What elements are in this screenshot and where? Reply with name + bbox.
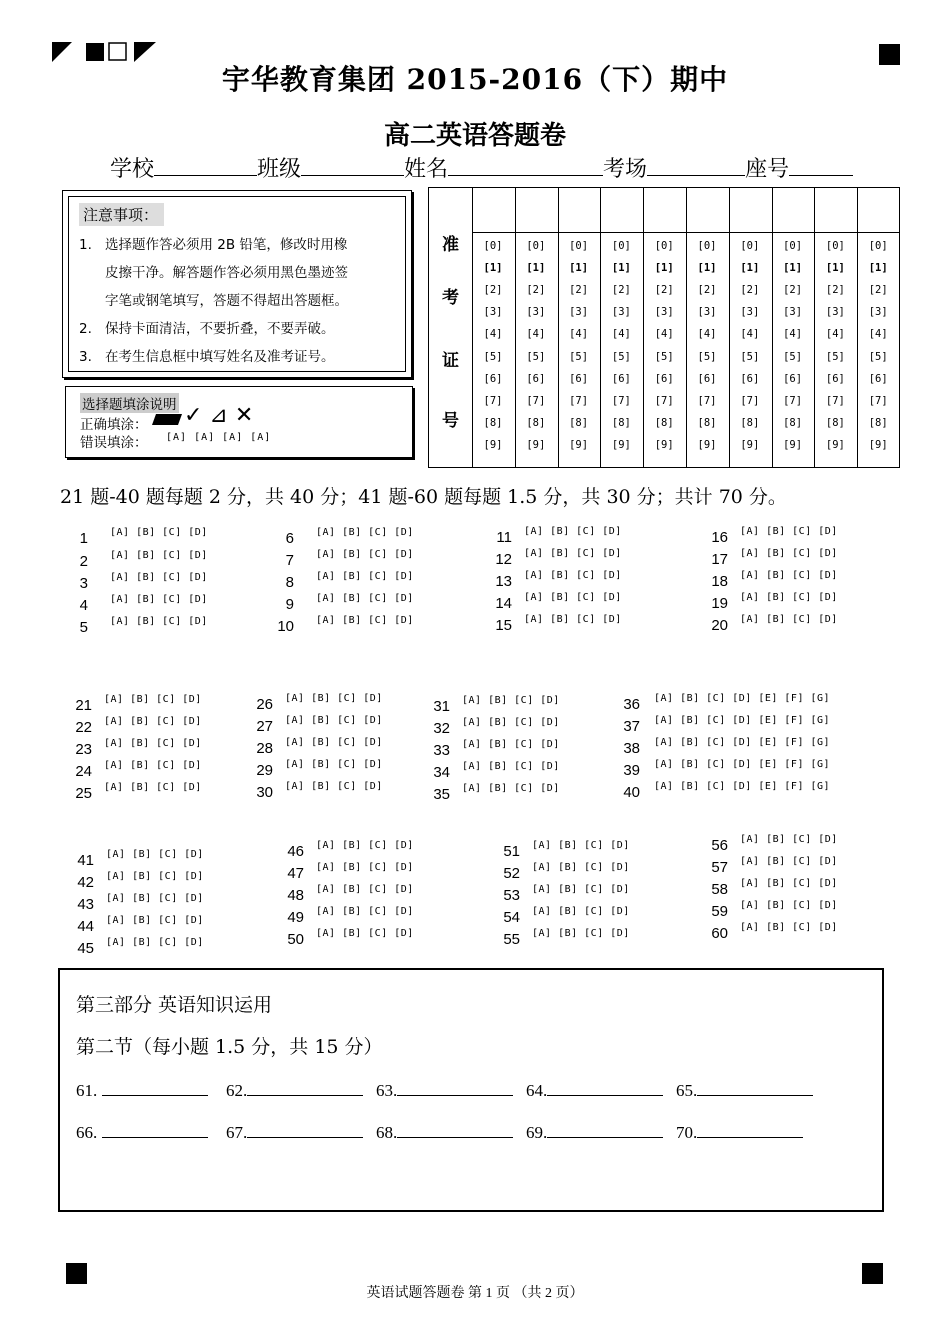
answer-options[interactable]: [A] [B] [C] [D]	[110, 572, 208, 583]
class-field[interactable]	[301, 153, 404, 176]
wrong-fill-sample: [A] [A] [A] [A]	[166, 432, 272, 443]
question-number: 56	[711, 837, 728, 854]
exam-id-bubble[interactable]: [4]	[868, 328, 888, 341]
exam-id-bubble[interactable]: [7]	[825, 394, 845, 407]
question-number: 57	[711, 859, 728, 876]
answer-options[interactable]: [A] [B] [C] [D]	[532, 862, 630, 873]
exam-id-bubble[interactable]: [8]	[783, 416, 803, 429]
answer-options[interactable]: [A] [B] [C] [D]	[532, 906, 630, 917]
answer-blank[interactable]: 70.	[676, 1120, 826, 1143]
exam-id-column	[857, 188, 900, 467]
exam-id-bubble[interactable]: [7]	[526, 394, 546, 407]
question-number: 41	[77, 852, 94, 869]
corner-square-bottom-left	[66, 1263, 87, 1284]
exam-id-bubble[interactable]: [0]	[569, 240, 589, 252]
exam-id-bubble[interactable]: [7]	[569, 394, 589, 407]
exam-id-bubble[interactable]: [7]	[868, 394, 888, 407]
answer-options[interactable]: [A] [B] [C] [D]	[316, 593, 414, 604]
exam-id-digit-box[interactable]	[643, 188, 686, 233]
exam-id-bubble[interactable]: [3]	[483, 306, 503, 319]
exam-id-bubble[interactable]: [2]	[697, 284, 717, 297]
exam-id-bubble[interactable]: [6]	[697, 372, 717, 385]
answer-options[interactable]: [A] [B] [C] [D]	[106, 893, 204, 904]
question-number: 35	[433, 786, 450, 803]
answer-options[interactable]: [A] [B] [C] [D]	[285, 715, 383, 726]
correct-fill-label: 正确填涂：	[80, 417, 148, 433]
question-number: 58	[711, 881, 728, 898]
score-note: 21 题-40 题每题 2 分，共 40 分；41 题-60 题每题 1.5 分，共 30 分；共计 70 分。	[60, 486, 787, 508]
question-number: 34	[433, 764, 450, 781]
question-number: 3	[79, 575, 88, 592]
class-label: 班级	[257, 157, 302, 182]
exam-id-bubble[interactable]: [3]	[569, 306, 589, 319]
exam-id-digit-box[interactable]	[515, 188, 558, 233]
question-number: 5	[79, 619, 88, 636]
exam-id-digit-box[interactable]	[729, 188, 772, 233]
answer-options[interactable]: [A] [B] [C] [D]	[532, 884, 630, 895]
exam-id-bubble[interactable]: [7]	[783, 394, 803, 407]
answer-options[interactable]: [A] [B] [C] [D]	[316, 884, 414, 895]
question-number: 49	[287, 909, 304, 926]
question-number: 24	[75, 763, 92, 780]
exam-id-digit-box[interactable]	[472, 188, 515, 233]
question-number: 23	[75, 741, 92, 758]
question-number: 51	[503, 843, 520, 860]
exam-id-bubble[interactable]: [1]	[868, 262, 888, 275]
notice-item: 字笔或钢笔填写，答题不得超出答题框。	[105, 293, 348, 309]
exam-id-bubble[interactable]: [2]	[654, 284, 674, 297]
answer-options[interactable]: [A] [B] [C] [D]	[524, 614, 622, 625]
exam-id-bubble[interactable]: [6]	[611, 372, 631, 385]
exam-id-bubble[interactable]: [3]	[697, 306, 717, 319]
exam-id-bubble[interactable]: [1]	[526, 262, 546, 275]
question-number: 9	[285, 596, 294, 613]
question-number: 42	[77, 874, 94, 891]
question-number: 45	[77, 940, 94, 957]
exam-id-bubble[interactable]: [8]	[526, 416, 546, 429]
question-number: 31	[433, 698, 450, 715]
part3-title: 第三部分 英语知识运用	[76, 994, 273, 1016]
answer-row-1	[76, 1078, 826, 1101]
exam-id-bubble[interactable]: [5]	[825, 350, 845, 363]
exam-id-column	[814, 188, 858, 467]
answer-options[interactable]: [A] [B] [C] [D]	[740, 592, 838, 603]
question-number: 47	[287, 865, 304, 882]
part3-box	[58, 968, 884, 1212]
answer-options[interactable]: [A] [B] [C] [D]	[104, 716, 202, 727]
answer-options[interactable]: [A] [B] [C] [D]	[524, 526, 622, 537]
exam-id-bubble[interactable]: [9]	[697, 438, 717, 451]
exam-id-column	[515, 188, 559, 467]
exam-id-bubble[interactable]: [9]	[783, 438, 803, 451]
answer-options[interactable]: [A] [B] [C] [D]	[316, 571, 414, 582]
exam-id-bubble[interactable]: [4]	[740, 328, 760, 341]
corner-square-bottom-right	[862, 1263, 883, 1284]
exam-id-bubble[interactable]: [0]	[697, 240, 717, 252]
notice-item: 皮擦干净。解答题作答必须用黑色墨迹签	[105, 265, 348, 281]
answer-blank[interactable]: 68.	[376, 1120, 526, 1143]
question-number: 4	[79, 597, 88, 614]
exam-id-bubble[interactable]: [3]	[783, 306, 803, 319]
answer-options[interactable]: [A] [B] [C] [D]	[104, 760, 202, 771]
exam-id-bubble[interactable]: [1]	[654, 262, 674, 275]
question-number: 19	[711, 595, 728, 612]
exam-id-bubble[interactable]: [5]	[740, 350, 760, 363]
exam-id-bubble[interactable]: [2]	[569, 284, 589, 297]
exam-id-bubble[interactable]: [1]	[697, 262, 717, 275]
exam-id-bubble[interactable]: [5]	[868, 350, 888, 363]
answer-options[interactable]: [A] [B] [C] [D]	[285, 781, 383, 792]
exam-id-bubble[interactable]: [2]	[783, 284, 803, 297]
exam-id-bubble[interactable]: [9]	[868, 438, 888, 451]
exam-id-bubble[interactable]: [9]	[611, 438, 631, 451]
question-number: 1	[79, 530, 88, 547]
answer-options[interactable]: [A] [B] [C] [D]	[104, 694, 202, 705]
room-field[interactable]	[647, 153, 745, 176]
answer-blank[interactable]: 67.	[226, 1120, 376, 1143]
question-number: 39	[623, 762, 640, 779]
exam-id-column	[600, 188, 644, 467]
answer-options[interactable]: [A] [B] [C] [D] [E] [F] [G]	[654, 737, 831, 748]
exam-id-bubble[interactable]: [5]	[654, 350, 674, 363]
exam-id-digit-box[interactable]	[686, 188, 729, 233]
exam-id-bubble[interactable]: [8]	[654, 416, 674, 429]
exam-id-bubble[interactable]: [3]	[825, 306, 845, 319]
exam-id-bubble[interactable]: [4]	[483, 328, 503, 341]
exam-id-bubble[interactable]: [1]	[783, 262, 803, 275]
question-number: 53	[503, 887, 520, 904]
answer-options[interactable]: [A] [B] [C] [D]	[316, 549, 414, 560]
exam-id-bubble[interactable]: [5]	[483, 350, 503, 363]
exam-id-bubble[interactable]: [6]	[483, 372, 503, 385]
exam-id-bubble[interactable]: [3]	[868, 306, 888, 319]
answer-options[interactable]: [A] [B] [C] [D]	[740, 900, 838, 911]
exam-id-bubble[interactable]: [5]	[611, 350, 631, 363]
wrong-marks-icon: ✓ ⊿ ✕	[184, 403, 254, 428]
exam-id-bubble[interactable]: [6]	[868, 372, 888, 385]
exam-id-bubble[interactable]: [2]	[611, 284, 631, 297]
exam-id-bubble[interactable]: [9]	[526, 438, 546, 451]
exam-id-bubble[interactable]: [9]	[483, 438, 503, 451]
question-number: 25	[75, 785, 92, 802]
question-number: 20	[711, 617, 728, 634]
exam-id-bubble[interactable]: [2]	[526, 284, 546, 297]
notice-item: 1. 选择题作答必须用 2B 铅笔，修改时用橡	[79, 237, 348, 253]
answer-blank[interactable]: 65.	[676, 1078, 826, 1101]
exam-id-bubble[interactable]: [1]	[611, 262, 631, 275]
exam-id-bubble[interactable]: [8]	[569, 416, 589, 429]
question-number: 8	[285, 574, 294, 591]
notice-item: 3. 在考生信息框中填写姓名及准考证号。	[79, 349, 335, 365]
answer-options[interactable]: [A] [B] [C] [D]	[740, 878, 838, 889]
notice-item: 2. 保持卡面清洁，不要折叠，不要弄破。	[79, 321, 335, 337]
answer-blank[interactable]: 66.	[76, 1120, 226, 1143]
notice-box	[62, 190, 412, 378]
exam-id-grid	[428, 187, 900, 468]
answer-blank[interactable]: 64.	[526, 1078, 676, 1101]
exam-id-bubble[interactable]: [2]	[825, 284, 845, 297]
exam-id-column	[472, 188, 516, 467]
exam-id-bubble[interactable]: [2]	[483, 284, 503, 297]
exam-id-label: 准 考 证 号	[429, 188, 473, 467]
seat-label: 座号	[745, 157, 790, 182]
answer-row-2	[76, 1120, 826, 1143]
exam-id-bubble[interactable]: [6]	[569, 372, 589, 385]
question-number: 60	[711, 925, 728, 942]
answer-options[interactable]: [A] [B] [C] [D]	[104, 782, 202, 793]
exam-id-bubble[interactable]: [6]	[526, 372, 546, 385]
exam-id-bubble[interactable]: [0]	[483, 240, 503, 252]
school-label: 学校	[110, 157, 155, 182]
exam-id-bubble[interactable]: [6]	[740, 372, 760, 385]
question-number: 29	[256, 762, 273, 779]
exam-id-bubble[interactable]: [8]	[697, 416, 717, 429]
exam-id-bubble[interactable]: [7]	[483, 394, 503, 407]
answer-options[interactable]: [A] [B] [C] [D]	[462, 739, 560, 750]
answer-options[interactable]: [A] [B] [C] [D]	[740, 570, 838, 581]
question-number: 28	[256, 740, 273, 757]
wrong-fill-label: 错误填涂：	[80, 435, 148, 451]
answer-options[interactable]: [A] [B] [C] [D]	[316, 615, 414, 626]
question-number: 21	[75, 697, 92, 714]
exam-id-column	[772, 188, 816, 467]
question-number: 22	[75, 719, 92, 736]
answer-options[interactable]: [A] [B] [C] [D]	[462, 695, 560, 706]
answer-options[interactable]: [A] [B] [C] [D]	[106, 849, 204, 860]
question-number: 12	[495, 551, 512, 568]
question-number: 46	[287, 843, 304, 860]
question-number: 14	[495, 595, 512, 612]
exam-id-bubble[interactable]: [8]	[483, 416, 503, 429]
exam-id-digit-box[interactable]	[772, 188, 815, 233]
exam-id-bubble[interactable]: [6]	[783, 372, 803, 385]
answer-options[interactable]: [A] [B] [C] [D]	[524, 548, 622, 559]
exam-id-digit-box[interactable]	[600, 188, 643, 233]
question-number: 40	[623, 784, 640, 801]
notice-title: 注意事项：	[79, 203, 164, 226]
answer-blank[interactable]: 62.	[226, 1078, 376, 1101]
answer-options[interactable]: [A] [B] [C] [D]	[316, 527, 414, 538]
question-number: 13	[495, 573, 512, 590]
question-number: 15	[495, 617, 512, 634]
answer-blank[interactable]: 61.	[76, 1078, 226, 1101]
exam-id-bubble[interactable]: [3]	[526, 306, 546, 319]
answer-options[interactable]: [A] [B] [C] [D] [E] [F] [G]	[654, 693, 831, 704]
answer-options[interactable]: [A] [B] [C] [D]	[285, 737, 383, 748]
answer-options[interactable]: [A] [B] [C] [D] [E] [F] [G]	[654, 759, 831, 770]
answer-options[interactable]: [A] [B] [C] [D]	[462, 761, 560, 772]
exam-id-bubble[interactable]: [0]	[868, 240, 888, 252]
question-number: 27	[256, 718, 273, 735]
exam-id-column	[643, 188, 687, 467]
exam-id-bubble[interactable]: [9]	[740, 438, 760, 451]
exam-id-bubble[interactable]: [1]	[825, 262, 845, 275]
question-number: 59	[711, 903, 728, 920]
exam-id-digit-box[interactable]	[814, 188, 857, 233]
question-number: 37	[623, 718, 640, 735]
exam-id-bubble[interactable]: [9]	[654, 438, 674, 451]
school-field[interactable]	[154, 153, 257, 176]
exam-id-bubble[interactable]: [6]	[654, 372, 674, 385]
name-field[interactable]	[448, 153, 603, 176]
question-number: 32	[433, 720, 450, 737]
exam-id-bubble[interactable]: [5]	[783, 350, 803, 363]
question-number: 48	[287, 887, 304, 904]
exam-id-bubble[interactable]: [8]	[611, 416, 631, 429]
exam-id-bubble[interactable]: [0]	[654, 240, 674, 252]
name-label: 姓名	[404, 157, 449, 182]
exam-id-bubble[interactable]: [1]	[740, 262, 760, 275]
fill-guide-box	[65, 386, 413, 458]
exam-id-bubble[interactable]: [3]	[740, 306, 760, 319]
correct-fill-sample-icon	[152, 414, 182, 425]
answer-options[interactable]: [A] [B] [C] [D]	[524, 570, 622, 581]
question-number: 16	[711, 529, 728, 546]
exam-id-bubble[interactable]: [4]	[526, 328, 546, 341]
exam-id-bubble[interactable]: [1]	[483, 262, 503, 275]
exam-id-bubble[interactable]: [4]	[654, 328, 674, 341]
answer-blank[interactable]: 69.	[526, 1120, 676, 1143]
exam-id-bubble[interactable]: [0]	[825, 240, 845, 252]
exam-id-bubble[interactable]: [7]	[654, 394, 674, 407]
exam-id-bubble[interactable]: [7]	[611, 394, 631, 407]
question-number: 18	[711, 573, 728, 590]
exam-id-column	[558, 188, 602, 467]
answer-options[interactable]: [A] [B] [C] [D]	[316, 928, 414, 939]
question-number: 30	[256, 784, 273, 801]
exam-id-bubble[interactable]: [8]	[868, 416, 888, 429]
exam-id-bubble[interactable]: [8]	[740, 416, 760, 429]
answer-options[interactable]: [A] [B] [C] [D]	[740, 526, 838, 537]
exam-id-bubble[interactable]: [5]	[569, 350, 589, 363]
answer-options[interactable]: [A] [B] [C] [D]	[740, 856, 838, 867]
question-number: 33	[433, 742, 450, 759]
exam-id-bubble[interactable]: [4]	[697, 328, 717, 341]
answer-options[interactable]: [A] [B] [C] [D]	[532, 840, 630, 851]
exam-id-bubble[interactable]: [4]	[611, 328, 631, 341]
answer-options[interactable]: [A] [B] [C] [D] [E] [F] [G]	[654, 715, 831, 726]
exam-id-bubble[interactable]: [3]	[654, 306, 674, 319]
question-number: 44	[77, 918, 94, 935]
answer-options[interactable]: [A] [B] [C] [D]	[740, 548, 838, 559]
answer-options[interactable]: [A] [B] [C] [D]	[110, 616, 208, 627]
exam-id-bubble[interactable]: [4]	[825, 328, 845, 341]
answer-options[interactable]: [A] [B] [C] [D]	[740, 834, 838, 845]
answer-options[interactable]: [A] [B] [C] [D]	[285, 759, 383, 770]
part3-section: 第二节（每小题 1.5 分，共 15 分）	[76, 1036, 383, 1058]
exam-id-bubble[interactable]: [9]	[825, 438, 845, 451]
answer-options[interactable]: [A] [B] [C] [D]	[106, 937, 204, 948]
answer-options[interactable]: [A] [B] [C] [D]	[110, 594, 208, 605]
fill-guide-title: 选择题填涂说明	[80, 393, 179, 413]
question-number: 17	[711, 551, 728, 568]
question-number: 43	[77, 896, 94, 913]
exam-id-column	[729, 188, 773, 467]
question-number: 2	[79, 553, 88, 570]
question-number: 10	[277, 618, 294, 635]
exam-id-bubble[interactable]: [7]	[740, 394, 760, 407]
exam-id-bubble[interactable]: [0]	[611, 240, 631, 252]
question-number: 54	[503, 909, 520, 926]
answer-options[interactable]: [A] [B] [C] [D]	[106, 915, 204, 926]
exam-id-bubble[interactable]: [8]	[825, 416, 845, 429]
answer-options[interactable]: [A] [B] [C] [D]	[532, 928, 630, 939]
answer-options[interactable]: [A] [B] [C] [D]	[316, 840, 414, 851]
exam-id-bubble[interactable]: [0]	[526, 240, 546, 252]
answer-options[interactable]: [A] [B] [C] [D]	[285, 693, 383, 704]
answer-options[interactable]: [A] [B] [C] [D]	[104, 738, 202, 749]
exam-id-bubble[interactable]: [6]	[825, 372, 845, 385]
student-info-line	[110, 152, 853, 183]
answer-options[interactable]: [A] [B] [C] [D]	[740, 614, 838, 625]
exam-id-bubble[interactable]: [0]	[783, 240, 803, 252]
exam-id-bubble[interactable]: [5]	[526, 350, 546, 363]
question-number: 11	[496, 529, 512, 546]
exam-id-digit-box[interactable]	[558, 188, 601, 233]
exam-id-bubble[interactable]: [3]	[611, 306, 631, 319]
question-number: 7	[285, 552, 294, 569]
seat-field[interactable]	[789, 153, 853, 176]
question-number: 52	[503, 865, 520, 882]
sheet-subtitle: 高二英语答题卷	[383, 121, 566, 151]
exam-id-bubble[interactable]: [5]	[697, 350, 717, 363]
answer-options[interactable]: [A] [B] [C] [D] [E] [F] [G]	[654, 781, 831, 792]
answer-blank[interactable]: 63.	[376, 1078, 526, 1101]
answer-options[interactable]: [A] [B] [C] [D]	[462, 717, 560, 728]
answer-options[interactable]: [A] [B] [C] [D]	[316, 906, 414, 917]
room-label: 考场	[603, 157, 648, 182]
answer-options[interactable]: [A] [B] [C] [D]	[462, 783, 560, 794]
question-number: 50	[287, 931, 304, 948]
answer-options[interactable]: [A] [B] [C] [D]	[106, 871, 204, 882]
exam-id-bubble[interactable]: [4]	[569, 328, 589, 341]
exam-id-digit-box[interactable]	[857, 188, 900, 233]
exam-id-bubble[interactable]: [7]	[697, 394, 717, 407]
question-number: 6	[285, 530, 294, 547]
answer-options[interactable]: [A] [B] [C] [D]	[740, 922, 838, 933]
exam-title: 宇华教育集团 2015-2016（下）期中	[221, 63, 729, 96]
question-number: 26	[256, 696, 273, 713]
answer-options[interactable]: [A] [B] [C] [D]	[110, 527, 208, 538]
answer-options[interactable]: [A] [B] [C] [D]	[524, 592, 622, 603]
exam-id-bubble[interactable]: [9]	[569, 438, 589, 451]
exam-id-bubble[interactable]: [2]	[868, 284, 888, 297]
exam-id-bubble[interactable]: [1]	[569, 262, 589, 275]
question-number: 36	[623, 696, 640, 713]
exam-id-bubble[interactable]: [4]	[783, 328, 803, 341]
answer-options[interactable]: [A] [B] [C] [D]	[316, 862, 414, 873]
question-number: 55	[503, 931, 520, 948]
exam-id-bubble[interactable]: [2]	[740, 284, 760, 297]
question-number: 38	[623, 740, 640, 757]
page-footer: 英语试题答题卷 第 1 页 （共 2 页）	[366, 1286, 584, 1301]
exam-id-column	[686, 188, 730, 467]
answer-options[interactable]: [A] [B] [C] [D]	[110, 550, 208, 561]
exam-id-bubble[interactable]: [0]	[740, 240, 760, 252]
